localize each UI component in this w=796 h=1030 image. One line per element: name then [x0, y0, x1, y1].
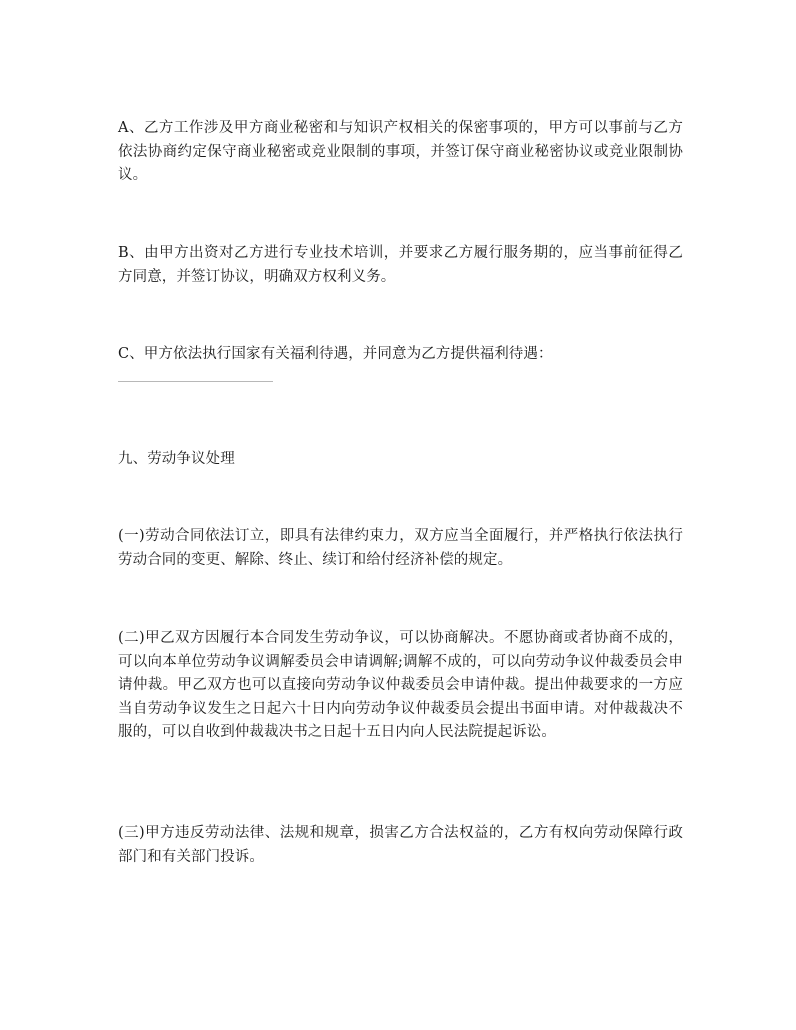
clause-item-2: (二)甲乙双方因履行本合同发生劳动争议，可以协商解决。不愿协商或者协商不成的，可以向本单位劳动争议调解委员会申请调解;调解不成的，可以向劳动争议仲裁委员会申请仲裁。甲乙双方也可以直接向劳动争议仲裁委员会申请仲裁。提出仲裁要求的一方应当自劳动争议发生之日起六十日内向劳动争议仲裁委员会提出书面申请。对仲裁裁决不服的，可以自收到仲裁裁决书之日起十五日内向人民法院提起诉讼。: [118, 630, 683, 740]
paragraph-c: C、甲方依法执行国家有关福利待遇，并同意为乙方提供福利待遇：: [118, 346, 553, 362]
clause-item-1: (一)劳动合同依法订立，即具有法律约束力，双方应当全面履行，并严格执行依法执行劳动合同的变更、解除、终止、续订和给付经济补偿的规定。: [118, 528, 683, 568]
clause-item-3: (三)甲方违反劳动法律、法规和规章，损害乙方合法权益的，乙方有权向劳动保障行政部门和有关部门投诉。: [118, 825, 683, 865]
section-heading: 九、劳动争议处理: [118, 451, 235, 467]
fill-in-blank-line: [118, 381, 273, 382]
paragraph-b: B、由甲方出资对乙方进行专业技术培训，并要求乙方履行服务期的，应当事前征得乙方同意，并签订协议，明确双方权利义务。: [118, 245, 683, 285]
paragraph-a: A、乙方工作涉及甲方商业秘密和与知识产权相关的保密事项的，甲方可以事前与乙方依法协商约定保守商业秘密或竞业限制的事项，并签订保守商业秘密协议或竞业限制协议。: [118, 120, 683, 183]
